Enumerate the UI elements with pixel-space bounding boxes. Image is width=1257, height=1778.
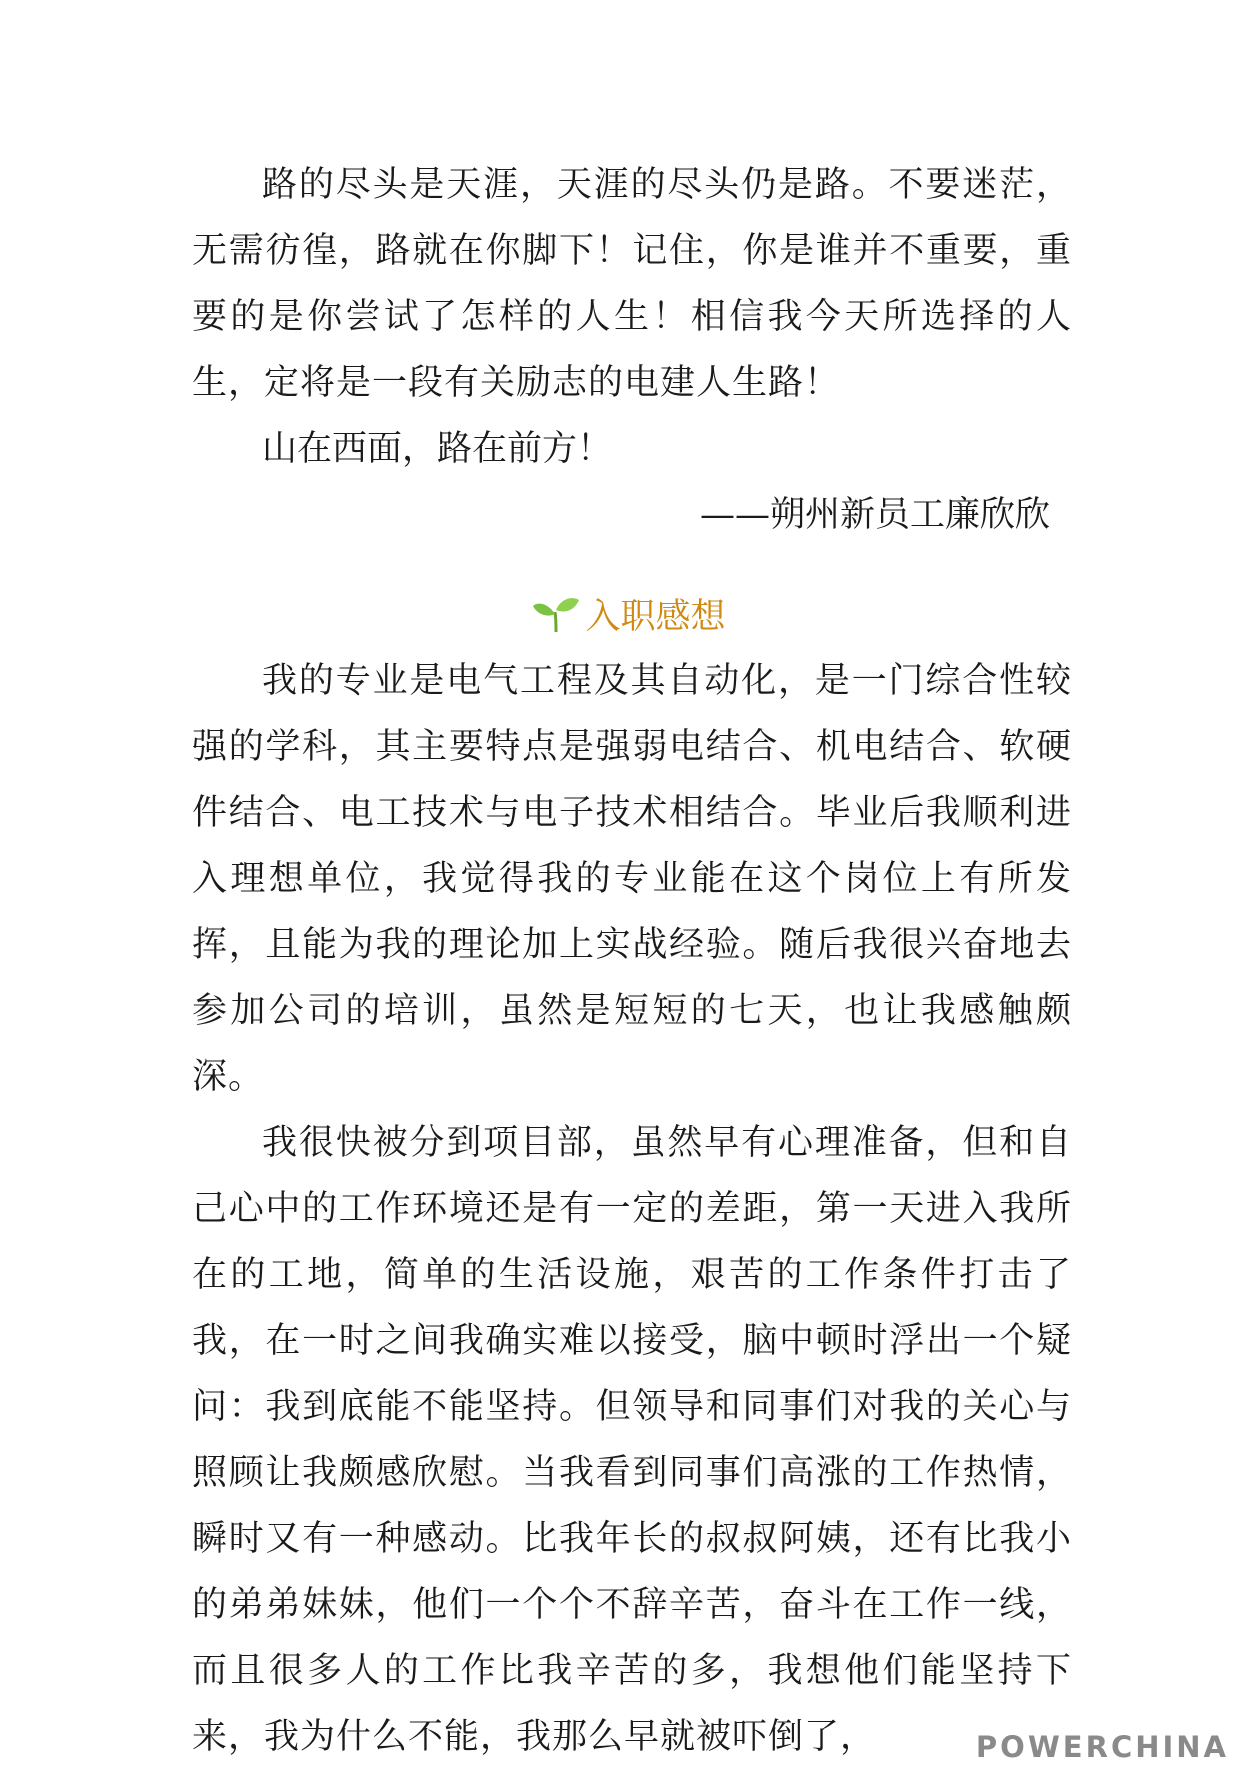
author-signature: ——朔州新员工廉欣欣 bbox=[699, 495, 1050, 535]
section-title: 入职感想 bbox=[585, 597, 726, 637]
reflection-section bbox=[192, 648, 1072, 1770]
section-heading bbox=[0, 584, 1257, 644]
reflection-paragraph-2: 我很快被分到项目部，虽然早有心理准备，但和自己心中的工作环境还是有一定的差距，第一天进入我所在的工地，简单的生活设施，艰苦的工作条件打击了我，在一时之间我确实难以接受，脑中顿时浮出一个疑问：我到底能不能坚持。但领导和同事们对我的关心与照顾让我颇感欣慰。当我看到同事们高涨的工作热情，瞬时又有一种感动。比我年长的叔叔阿姨，还有比我小的弟弟妹妹，他们一个个不辞辛苦，奋斗在工作一线，而且很多人的工作比我辛苦的多，我想他们能坚持下来，我为什么不能，我那么早就被吓倒了， bbox=[192, 1123, 1072, 1757]
opening-paragraph: 路的尽头是天涯，天涯的尽头仍是路。不要迷茫，无需彷徨，路就在你脚下！记住，你是谁并不重要，重要的是你尝试了怎样的人生！相信我今天所选择的人生，定将是一段有关励志的电建人生路！ bbox=[192, 165, 1072, 403]
motto-line: 山在西面，路在前方！ bbox=[262, 429, 613, 469]
opening-section bbox=[192, 152, 1072, 548]
sprout-icon bbox=[531, 594, 581, 634]
powerchina-logo: POWERCHINA bbox=[975, 1730, 1229, 1764]
reflection-paragraph-1: 我的专业是电气工程及其自动化，是一门综合性较强的学科，其主要特点是强弱电结合、机电结合、软硬件结合、电工技术与电子技术相结合。毕业后我顺利进入理想单位，我觉得我的专业能在这个岗位上有所发挥，且能为我的理论加上实战经验。随后我很兴奋地去参加公司的培训，虽然是短短的七天，也让我感触颇深。 bbox=[192, 661, 1072, 1097]
